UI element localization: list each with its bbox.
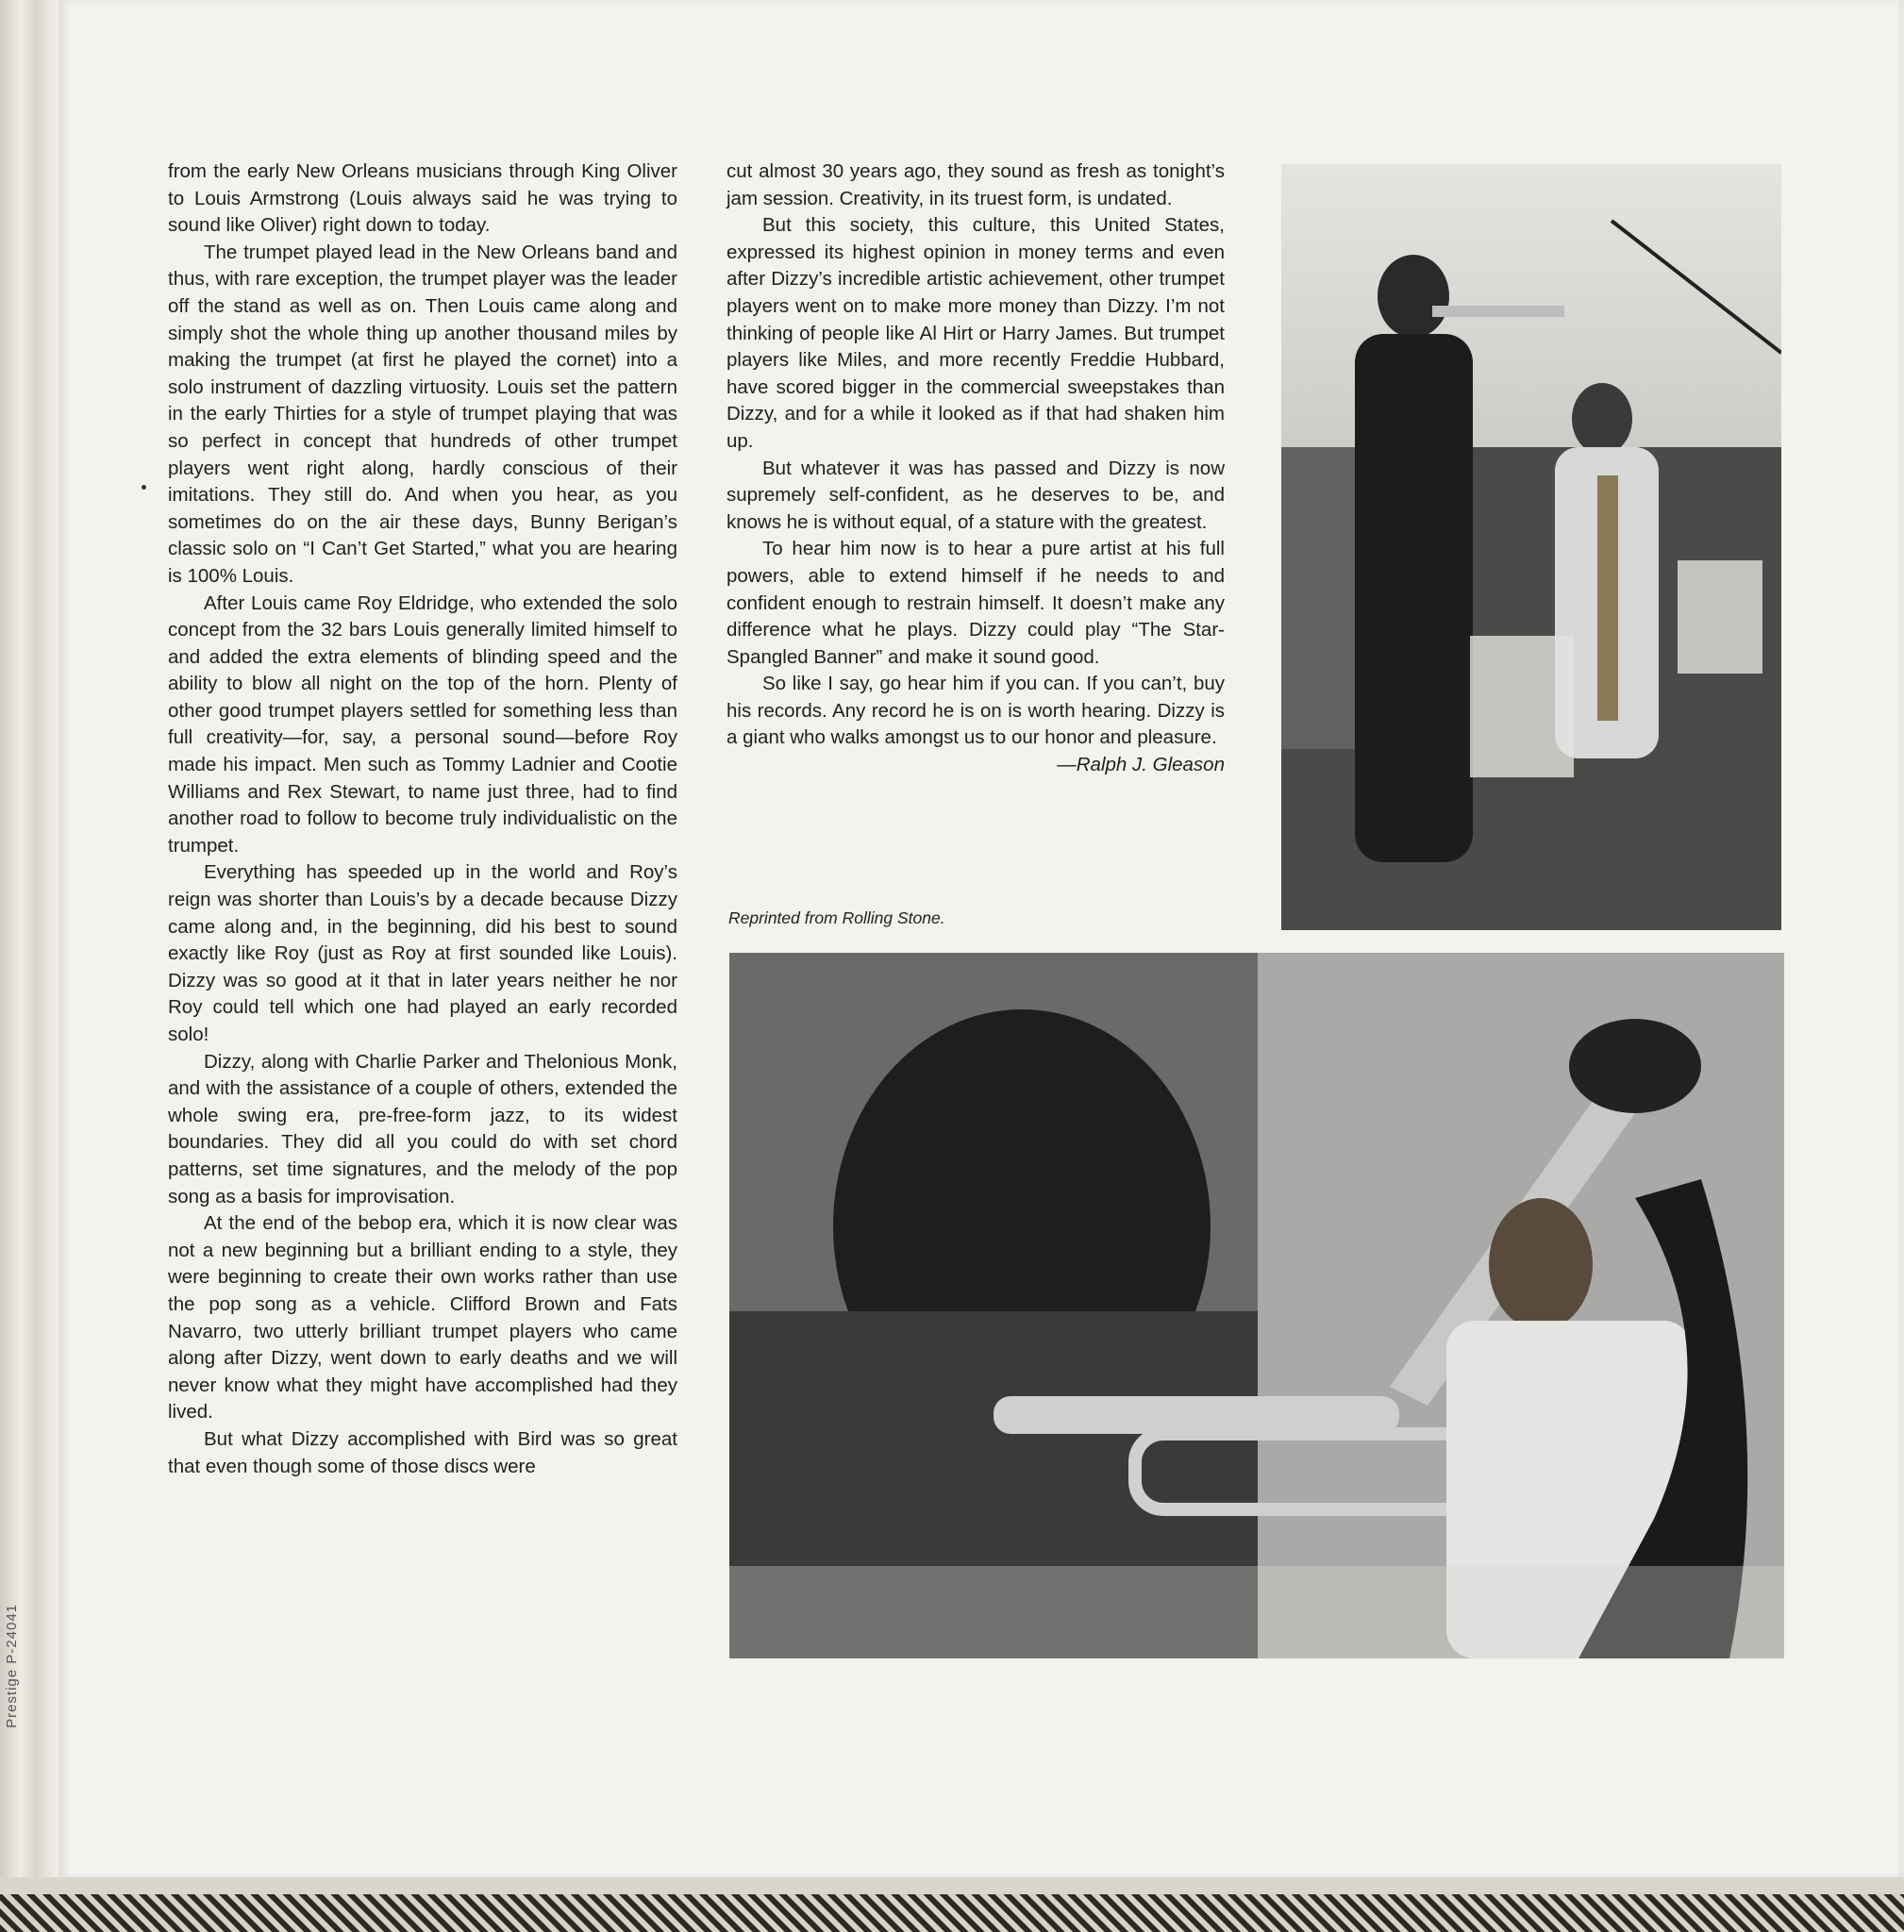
paragraph: cut almost 30 years ago, they sound as fresh as tonight’s jam session. Creativity, in its truest form, is undated. (727, 160, 1225, 209)
print-speck (142, 485, 146, 490)
paragraph: The trumpet played lead in the New Orleans band and thus, with rare exception, the trumpet player was the leader off the stand as well as on. Then Louis came along and simply shot the whole thing up another thousand miles by making the trumpet (at first he played the cornet) into a solo instrument of dazzling virtuosity. Louis set the pattern in the early Thirties for a style of trumpet playing that was so perfect in concept that hundreds of other trumpet players went right along, hardly conscious of their imitations. They still do. And when you hear, as you sometimes do on the air these days, Bunny Berigan’s classic solo on “I Can’t Get Started,” what you are hearing is 100% Louis. (168, 241, 677, 587)
photo-sketch (729, 953, 1784, 1658)
paragraph: To hear him now is to hear a pure artist at his full powers, able to extend himself if he needs to and confident enough to restrain himself. It doesn’t make any difference what he plays. Dizzy could play “The Star-Spangled Banner” and make it sound good. (727, 538, 1225, 668)
paragraph: Everything has speeded up in the world and Roy’s reign was shorter than Louis’s by a decade because Dizzy came along and, in the beginning, did his best to sound exactly like Roy (just as Roy at first sounded like Louis). Dizzy was so good at it that in later years neither he nor Roy could tell which one had played an early recorded solo! (168, 861, 677, 1045)
text-column-right (727, 158, 1225, 779)
paragraph: So like I say, go hear him if you can. If you can’t, buy his records. Any record he is on is worth hearing. Dizzy is a giant who walks amongst us to our honor and pleasure. (727, 673, 1225, 749)
paragraph: At the end of the bebop era, which it is now clear was not a new beginning but a brilliant ending to a style, they were beginning to create their own works rather than use the pop song as a vehicle. Clifford Brown and Fats Navarro, two utterly brilliant trumpet players who came along after Dizzy, went down to early deaths and we will never know what they might have accomplished had they lived. (168, 1212, 677, 1424)
reprint-credit: Reprinted from Rolling Stone. (728, 908, 945, 927)
paragraph: But this society, this culture, this United States, expressed its highest opinion in money terms and even after Dizzy’s incredible artistic achievement, other trumpet players went on to make more money than Dizzy. I’m not thinking of people like Al Hirt or Harry James. But trumpet players like Miles, and more recently Freddie Hubbard, have scored bigger in the commercial sweepstakes than Dizzy, and for a while it looked as if that had shaken him up. (727, 214, 1225, 452)
album-spine (0, 0, 58, 1932)
paragraph: from the early New Orleans musicians through King Oliver to Louis Armstrong (Louis always said he was trying to sound like Oliver) right down to today. (168, 160, 677, 237)
spine-catalog-label: Prestige P-24041 (4, 1604, 20, 1728)
paragraph: But whatever it was has passed and Dizzy is now supremely self-confident, as he deserves to be, and knows he is without equal, of a stature with the greatest. (727, 457, 1225, 533)
photo-trumpet-and-saxophone-players (1281, 164, 1781, 930)
paragraph: But what Dizzy accomplished with Bird was so great that even though some of those discs were (168, 1427, 677, 1477)
photo-sketch (1281, 164, 1781, 930)
author-byline: —Ralph J. Gleason (1057, 754, 1225, 776)
paragraph: After Louis came Roy Eldridge, who extended the solo concept from the 32 bars Louis generally limited himself to and added the extra elements of blinding speed and the ability to blow all night on the top of the horn. Plenty of other good trumpet players settled for something less than full creativity—for, say, a personal sound—before Roy made his impact. Men such as Tommy Ladnier and Cootie Williams and Rex Stewart, to name just three, had to find another road to follow to become truly individualistic on the trumpet. (168, 591, 677, 857)
paragraph: Dizzy, along with Charlie Parker and Thelonious Monk, and with the assistance of a couple of others, extended the whole swing era, pre-free-form jazz, to its widest boundaries. They did all you could do with set chord patterns, set time signatures, and the melody of the pop song as a basis for improvisation. (168, 1050, 677, 1208)
photo-dizzy-and-bassist (729, 953, 1784, 1658)
text-column-left (168, 158, 677, 1480)
cover-edge-pattern (0, 1877, 1904, 1932)
